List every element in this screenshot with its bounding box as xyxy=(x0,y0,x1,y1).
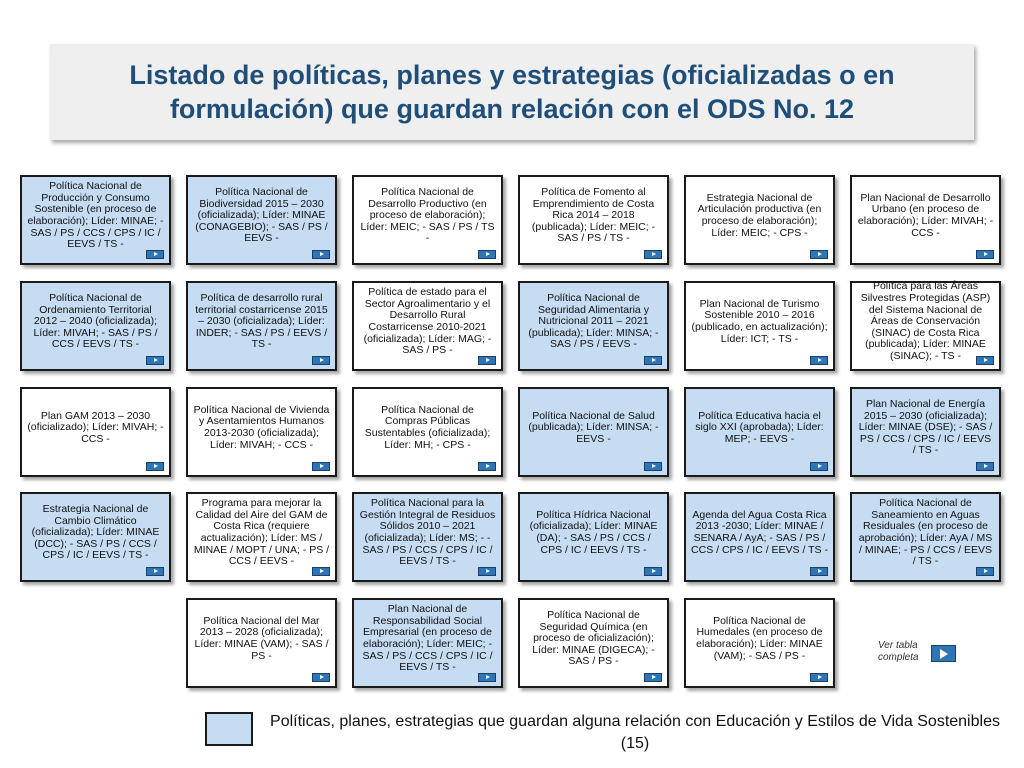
play-icon[interactable] xyxy=(312,673,330,682)
policy-card-text: Política Nacional de Salud (publicada); Líder: MINSA; - EEVS - xyxy=(528,409,659,445)
play-icon[interactable] xyxy=(810,250,828,259)
policy-card-text: Plan GAM 2013 – 2030 (oficializado); Líder: MIVAH; - CCS - xyxy=(27,409,164,445)
policy-card-text: Política Nacional de Seguridad Química (en proceso de oficialización); Líder: MINAE (DIGECA); - SAS / PS - xyxy=(532,609,655,668)
policy-card xyxy=(186,281,337,371)
policy-card-text: Política Nacional de Vivienda y Asentamientos Humanos 2013-2030 (oficializada); Líder: MIVAH; - CCS - xyxy=(193,403,330,451)
play-icon[interactable] xyxy=(478,356,496,365)
policy-card xyxy=(684,598,835,688)
play-icon[interactable] xyxy=(478,673,496,682)
legend-text: Políticas, planes, estrategias que guardan alguna relación con Educación y Estilos de Vida Sostenibles (15) xyxy=(270,713,1000,752)
policy-card xyxy=(186,492,337,582)
policy-card-text: Estrategia Nacional de Articulación productiva (en proceso de elaboración); Líder: MEIC; - CPS - xyxy=(697,191,822,239)
policy-card xyxy=(352,598,503,688)
policy-card-text: Plan Nacional de Responsabilidad Social Empresarial (en proceso de elaboración); Líder: MEIC; - SAS / PS / CCS / CPS / IC / EEVS / TS - xyxy=(362,603,493,674)
play-icon[interactable] xyxy=(312,567,330,576)
page-title: Listado de políticas, planes y estrategias (oficializadas o en formulación) que guardan relación con el ODS No. 12 xyxy=(129,60,895,124)
policy-card xyxy=(684,281,835,371)
policy-card xyxy=(186,598,337,688)
play-icon[interactable] xyxy=(644,462,662,471)
policy-card xyxy=(186,387,337,477)
policy-card xyxy=(352,175,503,265)
policy-card-text: Política Nacional de Humedales (en proceso de elaboración); Líder: MINAE (VAM); - SAS / PS - xyxy=(696,614,823,662)
policy-card-text: Política Nacional de Saneamiento en Aguas Residuales (en proceso de aprobación); Líder: AyA / MS / MINAE; - PS / CCS / EEVS / TS - xyxy=(858,497,993,568)
policy-card-text: Política Nacional del Mar 2013 – 2028 (oficializada); Líder: MINAE (VAM); - SAS / PS - xyxy=(194,614,329,662)
policy-card xyxy=(684,387,835,477)
policy-card xyxy=(352,387,503,477)
policy-card xyxy=(850,281,1001,371)
policy-card xyxy=(518,281,669,371)
policy-card xyxy=(518,492,669,582)
policy-card xyxy=(518,175,669,265)
play-icon[interactable] xyxy=(810,673,828,682)
policy-card-text: Agenda del Agua Costa Rica 2013 -2030; Líder: MINAE / SENARA / AyA; - SAS / PS / CCS / CPS / IC / EEVS / TS - xyxy=(691,508,828,556)
legend-swatch xyxy=(205,712,253,746)
policy-card xyxy=(850,387,1001,477)
play-icon[interactable] xyxy=(976,567,994,576)
play-icon[interactable] xyxy=(478,567,496,576)
play-icon[interactable] xyxy=(146,462,164,471)
policy-card xyxy=(186,175,337,265)
title-box xyxy=(50,44,974,140)
policy-card-text: Política Nacional de Compras Públicas Sustentables (oficializada); Líder: MH; - CPS - xyxy=(364,403,491,451)
play-icon[interactable] xyxy=(478,462,496,471)
policy-card xyxy=(20,492,171,582)
play-icon[interactable] xyxy=(976,462,994,471)
policy-card-text: Política Nacional de Producción y Consumo Sostenible (en proceso de elaboración); Líder: MINAE; - SAS / PS / CCS / CPS / IC / EEVS / TS - xyxy=(27,180,164,251)
policy-card-text: Plan Nacional de Turismo Sostenible 2010 – 2016 (publicado, en actualización); Líder: ICT; - TS - xyxy=(691,297,828,345)
policy-card-text: Política de Fomento al Emprendimiento de Costa Rica 2014 – 2018 (publicada); Líder: MEIC; - SAS / PS / TS - xyxy=(531,186,656,245)
policy-card xyxy=(518,598,669,688)
policy-card-text: Programa para mejorar la Calidad del Aire del GAM de Costa Rica (requiere actualización); Líder: MS / MINAE / MOPT / UNA; - PS / CCS / EEVS - xyxy=(193,497,330,568)
play-icon[interactable] xyxy=(810,567,828,576)
play-icon[interactable] xyxy=(976,356,994,365)
play-icon[interactable] xyxy=(478,250,496,259)
play-icon[interactable] xyxy=(146,250,164,259)
policy-card xyxy=(850,175,1001,265)
policy-card xyxy=(518,387,669,477)
policy-card xyxy=(684,175,835,265)
policy-card-text: Política para las Áreas Silvestres Protegidas (ASP) del Sistema Nacional de Áreas de Conservación (SINAC) de Costa Rica (publicada); Líder: MINAE (SINAC); - TS - xyxy=(860,280,991,362)
play-icon[interactable] xyxy=(644,673,662,682)
play-icon[interactable] xyxy=(312,356,330,365)
policy-card-text: Política de estado para el Sector Agroalimentario y el Desarrollo Rural Costarricense 2010-2021 (oficializada); Líder: MAG; - SAS / PS - xyxy=(363,286,492,357)
play-icon[interactable] xyxy=(976,250,994,259)
policy-card-text: Política Nacional de Biodiversidad 2015 – 2030 (oficializada); Líder: MINAE (CONAGEBIO); - SAS / PS / EEVS - xyxy=(195,186,328,245)
policy-card xyxy=(20,387,171,477)
ver-tabla-play-icon[interactable] xyxy=(931,645,956,662)
policy-card-text: Política Hídrica Nacional (oficializada); Líder: MINAE (DA); - SAS / PS / CCS / CPS / IC / EEVS / TS - xyxy=(529,508,658,556)
policy-card xyxy=(684,492,835,582)
play-icon[interactable] xyxy=(810,462,828,471)
play-icon[interactable] xyxy=(146,356,164,365)
policy-card-text: Política Educativa hacia el siglo XXI (aprobada); Líder: MEP; - EEVS - xyxy=(695,409,824,445)
play-icon[interactable] xyxy=(644,250,662,259)
policy-card xyxy=(20,175,171,265)
policy-card-text: Política de desarrollo rural territorial costarricense 2015 – 2030 (oficializada); Líder: INDER; - SAS / PS / EEVS / TS - xyxy=(195,292,328,351)
play-icon[interactable] xyxy=(644,356,662,365)
policy-card xyxy=(850,492,1001,582)
policy-card-text: Plan Nacional de Desarrollo Urbano (en proceso de elaboración); Líder: MIVAH; - CCS - xyxy=(857,191,994,239)
ver-tabla-label[interactable]: Ver tabla completa xyxy=(878,640,919,663)
play-icon[interactable] xyxy=(644,567,662,576)
play-icon[interactable] xyxy=(312,250,330,259)
policy-card-text: Política Nacional de Desarrollo Productivo (en proceso de elaboración); Líder: MEIC; - SAS / PS / TS - xyxy=(360,186,495,245)
policy-card-text: Política Nacional de Ordenamiento Territorial 2012 – 2040 (oficializada); Líder: MIVAH; - SAS / PS / CCS / EEVS / TS - xyxy=(33,292,158,351)
policy-card-text: Política Nacional de Seguridad Alimentaria y Nutricional 2011 – 2021 (publicada); Líder: MINSA; - SAS / PS / EEVS - xyxy=(528,292,659,351)
policy-card-text: Política Nacional para la Gestión Integral de Residuos Sólidos 2010 – 2021 (oficializada); Líder: MS; - - SAS / PS / CCS / CPS / IC / EEVS / TS - xyxy=(359,497,496,568)
policy-card xyxy=(352,281,503,371)
policy-card-text: Estrategia Nacional de Cambio Climático (oficializada); Líder: MINAE (DCC); - SAS / PS / CCS / CPS / IC / EEVS / TS - xyxy=(31,503,160,562)
play-icon[interactable] xyxy=(810,356,828,365)
play-icon[interactable] xyxy=(146,567,164,576)
policy-card xyxy=(352,492,503,582)
policy-card xyxy=(20,281,171,371)
play-icon[interactable] xyxy=(312,462,330,471)
policy-card-text: Plan Nacional de Energía 2015 – 2030 (oficializada); Líder: MINAE (DSE); - SAS / PS / CCS / CPS / IC / EEVS / TS - xyxy=(858,398,993,457)
